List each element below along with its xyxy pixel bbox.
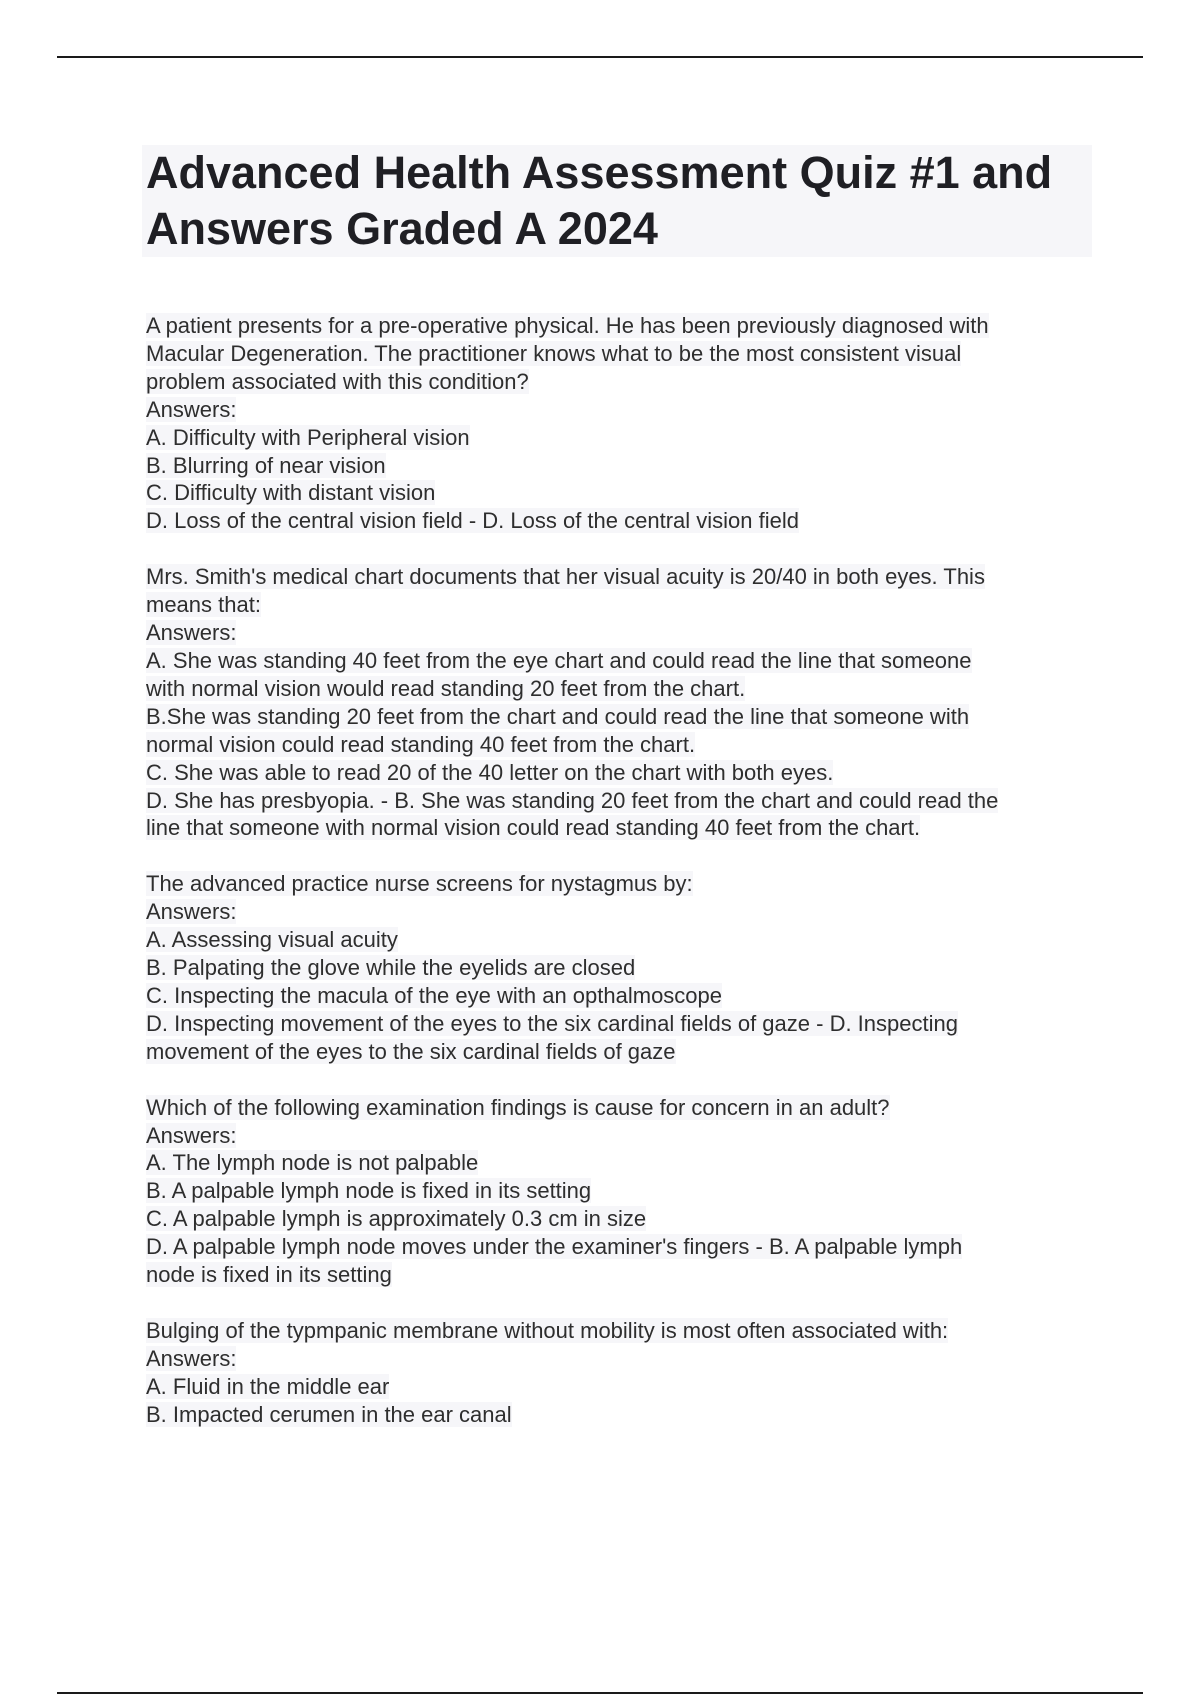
answer-option: B. Blurring of near vision <box>146 452 386 478</box>
answers-label: Answers: <box>146 396 237 422</box>
question-block <box>146 312 1086 535</box>
answer-option: with normal vision would read standing 20 feet from the chart. <box>146 675 746 701</box>
answer-option: normal vision could read standing 40 feet from the chart. <box>146 731 696 757</box>
answer-option: A. She was standing 40 feet from the eye chart and could read the line that someone <box>146 647 972 673</box>
answer-option: B. Palpating the glove while the eyelids are closed <box>146 955 636 981</box>
question-text-line: problem associated with this condition? <box>146 368 529 394</box>
answers-label: Answers: <box>146 1345 237 1371</box>
answer-option: node is fixed in its setting <box>146 1262 392 1288</box>
answer-option: A. Fluid in the middle ear <box>146 1373 390 1399</box>
answers-label: Answers: <box>146 1122 237 1148</box>
answer-option: B. Impacted cerumen in the ear canal <box>146 1401 512 1427</box>
question-block <box>146 870 1086 1065</box>
question-block <box>146 1094 1086 1289</box>
answer-option: A. The lymph node is not palpable <box>146 1150 479 1176</box>
answer-option: C. A palpable lymph is approximately 0.3 cm in size <box>146 1206 647 1232</box>
question-text-line: Which of the following examination findings is cause for concern in an adult? <box>146 1094 890 1120</box>
answer-option: A. Difficulty with Peripheral vision <box>146 424 470 450</box>
answer-option: B. A palpable lymph node is fixed in its setting <box>146 1178 592 1204</box>
top-divider <box>57 56 1143 58</box>
answer-option: D. She has presbyopia. - B. She was standing 20 feet from the chart and could read the <box>146 787 999 813</box>
answer-option: C. Inspecting the macula of the eye with an opthalmoscope <box>146 982 723 1008</box>
answer-option: A. Assessing visual acuity <box>146 927 398 953</box>
answer-option: movement of the eyes to the six cardinal fields of gaze <box>146 1038 676 1064</box>
answer-option: D. Inspecting movement of the eyes to the six cardinal fields of gaze - D. Inspecting <box>146 1010 958 1036</box>
page-title: Advanced Health Assessment Quiz #1 and Answers Graded A 2024 <box>146 147 1053 254</box>
question-block <box>146 563 1086 842</box>
question-text-line: means that: <box>146 592 261 618</box>
answers-label: Answers: <box>146 620 237 646</box>
answer-option: D. A palpable lymph node moves under the examiner's fingers - B. A palpable lymph <box>146 1234 963 1260</box>
question-text-line: Mrs. Smith's medical chart documents that her visual acuity is 20/40 in both eyes. This <box>146 564 985 590</box>
question-text-line: The advanced practice nurse screens for nystagmus by: <box>146 871 693 897</box>
question-list <box>146 312 1086 1457</box>
question-text-line: Macular Degeneration. The practitioner knows what to be the most consistent visual <box>146 340 962 366</box>
answer-option: line that someone with normal vision could read standing 40 feet from the chart. <box>146 815 921 841</box>
question-text-line: A patient presents for a pre-operative physical. He has been previously diagnosed with <box>146 313 989 338</box>
question-block <box>146 1317 1086 1429</box>
bottom-divider <box>57 1692 1143 1694</box>
answer-option: C. Difficulty with distant vision <box>146 480 436 506</box>
answer-option: D. Loss of the central vision field - D. Loss of the central vision field <box>146 508 799 534</box>
question-text-line: Bulging of the typmpanic membrane without mobility is most often associated with: <box>146 1318 949 1343</box>
answer-option: B.She was standing 20 feet from the chart and could read the line that someone with <box>146 703 970 729</box>
answers-label: Answers: <box>146 899 237 925</box>
answer-option: C. She was able to read 20 of the 40 letter on the chart with both eyes. <box>146 759 834 785</box>
